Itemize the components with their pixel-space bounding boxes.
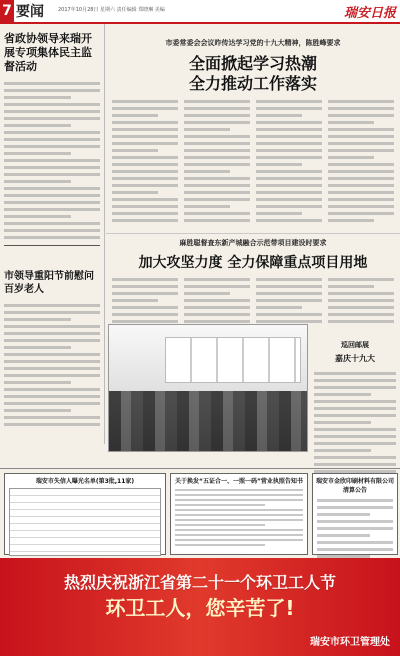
clearance-title: 瑞安市金欣印刷材料有限公司清算公告 — [315, 478, 394, 494]
lead-headline — [106, 54, 400, 94]
left-lower-article — [0, 262, 104, 430]
blacklist-notice — [4, 473, 166, 555]
lead-article — [106, 24, 400, 241]
photo-story-title-1: 巡回邮展 — [341, 341, 369, 349]
left-headline-2: 市领导重阳节前慰问百岁老人 — [4, 271, 94, 295]
clearance-text — [313, 499, 397, 565]
lead-headline-text: 全面掀起学习热潮 全力推动工作落实 — [188, 54, 317, 93]
banner-signature: 瑞安市环卫管理处 — [310, 637, 390, 648]
holiday-banner — [0, 558, 400, 656]
newspaper-logo: 瑞安日报 — [343, 6, 396, 21]
page-number: 7 — [0, 0, 14, 22]
license-notice — [170, 473, 308, 555]
lead-kicker: 市委常委会会议昨传达学习党的十九大精神，陈胜峰要求 — [165, 39, 341, 47]
section-title: 要闻 — [16, 4, 44, 20]
photo-story-text — [310, 372, 400, 480]
blacklist-title: 瑞安市失信人曝光名单(第3批,11家) — [35, 478, 135, 485]
license-text — [171, 489, 307, 546]
photo-story-title-2: 嘉庆十九大 — [335, 354, 375, 363]
banner-title: 热烈庆祝浙江省第二十一个环卫工人节 — [63, 573, 336, 592]
blacklist-table — [9, 488, 161, 556]
second-headline: 加大攻坚力度 全力保障重点项目用地 — [138, 255, 368, 271]
second-kicker: 麻胜聪督查东新产城融合示范带项目建设时要求 — [179, 239, 327, 247]
license-title: 关于换发“五证合一、一照一码”营业执照告知书 — [175, 478, 303, 485]
lead-body — [106, 94, 400, 241]
left-article-1-text — [0, 82, 104, 239]
page-header — [0, 0, 400, 24]
notices-area — [0, 468, 400, 557]
issue-meta: 2017年10月28日 星期六 责任编辑 郑晓琳 美编 — [58, 7, 165, 13]
left-article-2-text — [0, 304, 104, 426]
news-photo — [108, 324, 308, 452]
divider — [4, 245, 100, 246]
visitors — [109, 391, 307, 451]
photo-story — [310, 326, 400, 446]
display-boards — [165, 337, 301, 383]
clearance-notice — [312, 473, 398, 555]
banner-slogan: 环卫工人，您辛苦了! — [105, 596, 295, 620]
left-headline-1: 省政协领导来瑞开展专项集体民主监督活动 — [4, 32, 92, 73]
